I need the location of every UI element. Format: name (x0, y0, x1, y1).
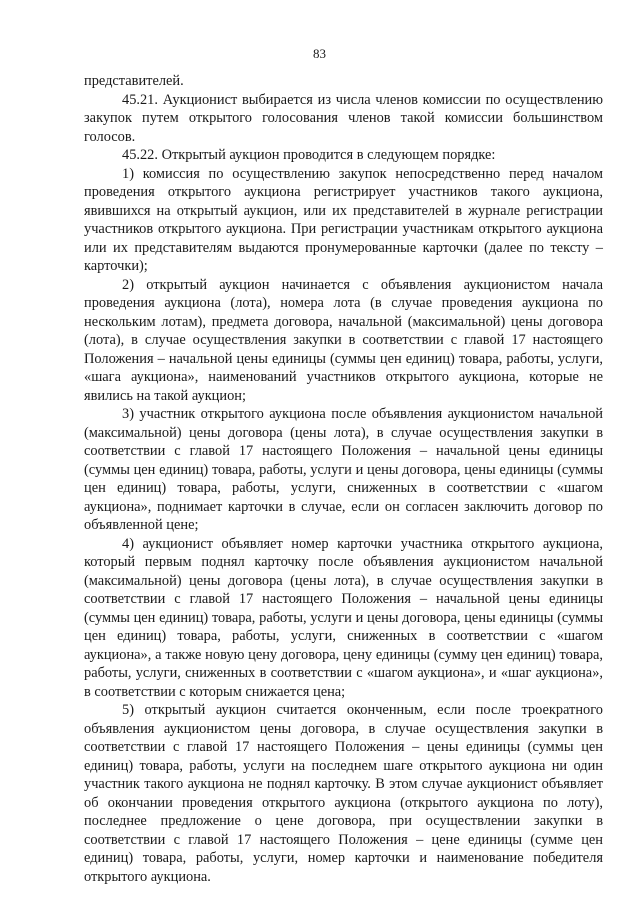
paragraph-45-21: 45.21. Аукционист выбирается из числа членов комиссии по осуществлению закупок путем открытого голосования членов такой комиссии большинством голосов. (84, 91, 603, 145)
paragraph-continuation: представителей. (84, 73, 184, 89)
list-item-4: 4) аукционист объявляет номер карточки участника открытого аукциона, который первым поднял карточку после объявления аукционистом начальной (максимальной) цены договора (цены лота), в случае осуществления закупки в соответствии с главой 17 настоящего Положения – начальной цены единицы (суммы цен единиц) товара, работы, услуги и цены договора, цены единицы (суммы цен единиц) товара, работы, услуги, сниженных в соответствии с «шагом аукциона», а также новую цену договора, цену единицы (сумму цен единиц) товара, работы, услуги, сниженных в соответствии с «шагом аукциона», и «шаг аукциона», в соответствии с которым снижается цена; (84, 535, 603, 700)
page-number: 83 (313, 46, 326, 61)
list-item-2: 2) открытый аукцион начинается с объявления аукционистом начала проведения аукциона (лота), номера лота (в случае проведения аукциона по нескольким лотам), предмета договора, начальной (максимальной) цены договора (лота), в случае осуществления закупки в соответствии с главой 17 настоящего Положения – начальной цены единицы (суммы цен единиц) товара, работы, услуги, «шага аукциона», наименований участников открытого аукциона, которые не явились на такой аукцион; (84, 276, 603, 404)
document-body (84, 72, 603, 886)
list-item-3: 3) участник открытого аукциона после объявления аукционистом начальной (максимальной) цены договора (цены лота), в случае осуществления закупки в соответствии с главой 17 настоящего Положения – начальной цены единицы (суммы цен единиц) товара, работы, услуги и цены договора, цены единицы (суммы цен единиц) товара, работы, услуги, сниженных в соответствии с «шагом аукциона», поднимает карточки в случае, если он согласен заключить договор по объявленной цене; (84, 406, 603, 533)
list-item-1: 1) комиссия по осуществлению закупок непосредственно перед началом проведения открытого аукциона регистрирует участников такого аукциона, явившихся на открытый аукцион, или их представителей в журнале регистрации участников открытого аукциона. При регистрации участникам открытого аукциона или их представителям выдаются пронумерованные карточки (далее по тексту – карточки); (84, 165, 603, 274)
list-item-5: 5) открытый аукцион считается оконченным, если после троекратного объявления аукционистом цены договора, в случае осуществления закупки в соответствии с главой 17 настоящего Положения – цены единицы (суммы цен единиц) товара, работы, услуги на последнем шаге открытого аукциона ни один участник такого аукциона не поднял карточку. В этом случае аукционист объявляет об окончании проведения открытого аукциона (открытого аукциона по лоту), последнее предложение о цене договора, при осуществлении закупки в соответствии с главой 17 настоящего Положения – цене единицы (сумме цен единиц) товара, работы, услуги, номер карточки и наименование победителя открытого аукциона. (84, 702, 603, 885)
paragraph-45-22: 45.22. Открытый аукцион проводится в следующем порядке: (122, 147, 496, 163)
